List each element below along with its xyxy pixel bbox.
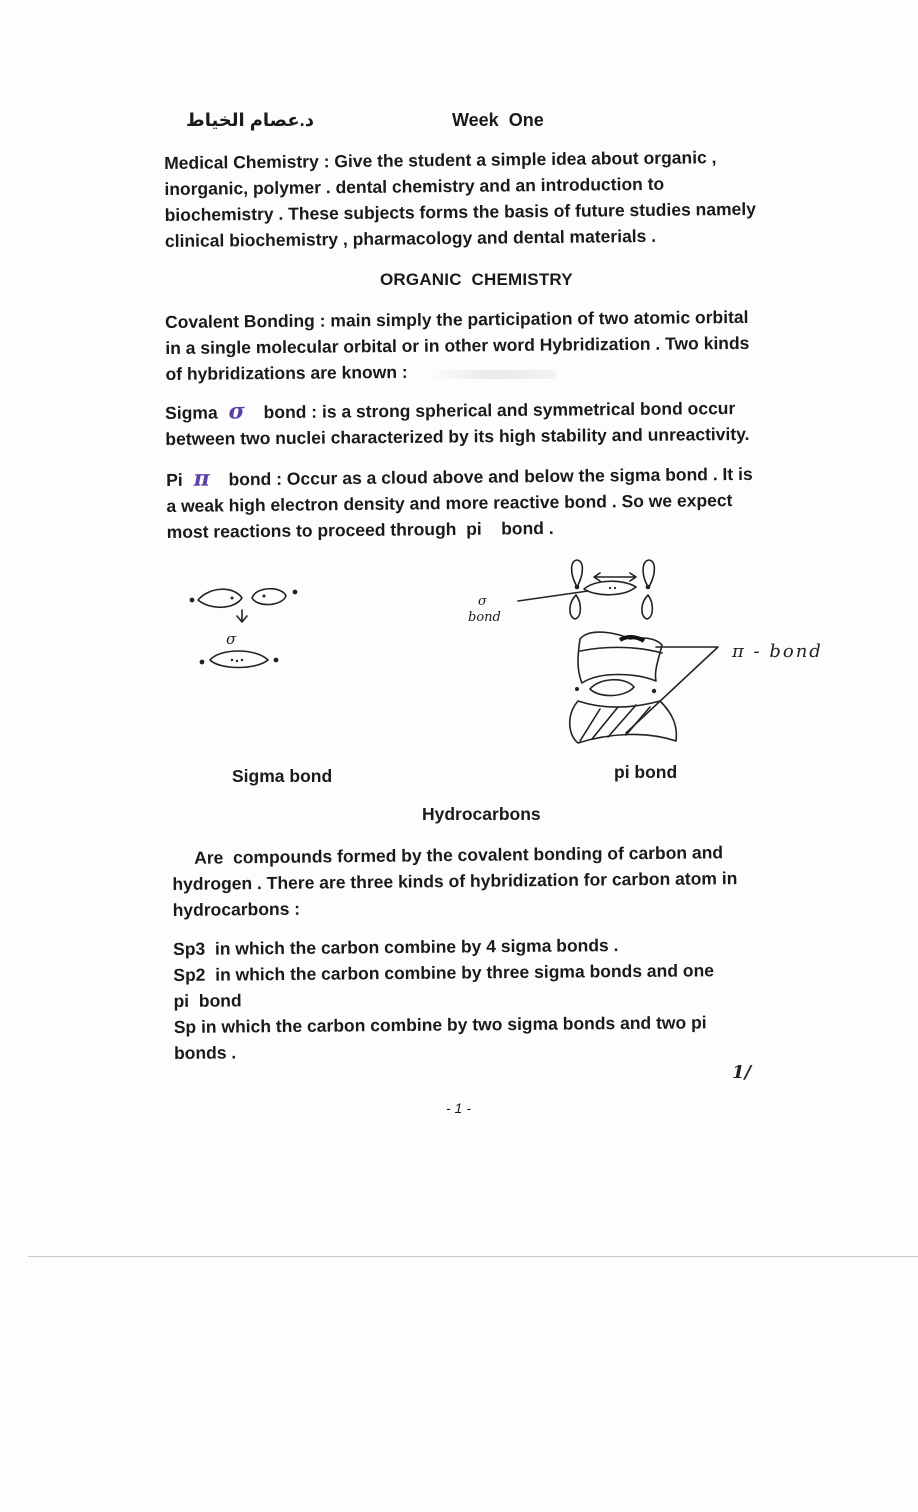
pi-line: most reactions to proceed through pi bond . (166, 517, 554, 542)
pi-hand-label: π - bond (732, 641, 823, 662)
intro-line: inorganic, polymer . dental chemistry and an introduction to (164, 173, 665, 199)
atomic-orbital (198, 589, 242, 607)
arrow-down-icon (237, 610, 247, 622)
sigma-hand-label-symbol: σ (478, 594, 487, 609)
nucleus-dot (575, 585, 580, 590)
pi-symbol: π (193, 465, 210, 492)
section-title: ORGANIC CHEMISTRY (380, 270, 573, 289)
nucleus-dot (293, 590, 298, 595)
sigma-definition: bond : is a strong spherical and symmetrical bond occur (263, 398, 736, 423)
pi-cloud-shading (620, 637, 644, 641)
intro-line: clinical biochemistry , pharmacology and dental materials . (164, 225, 657, 251)
nucleus-dot (646, 585, 651, 590)
pointer-line (626, 647, 718, 733)
pi-definition: bond : Occur as a cloud above and below the sigma bond . It is (228, 463, 753, 490)
covalent-line: in a single molecular orbital or in other word Hybridization . Two kinds (165, 332, 750, 358)
intro-paragraph (164, 144, 756, 254)
hybrid-line: Sp3 in which the carbon combine by 4 sigma bonds . (173, 935, 619, 959)
smudge-mark (428, 370, 556, 379)
nucleus-dot (231, 597, 234, 600)
electron-dot (231, 659, 233, 661)
hybrid-line: Sp2 in which the carbon combine by three sigma bonds and one (173, 960, 715, 985)
pi-paragraph (166, 460, 753, 545)
nucleus-dot (274, 658, 279, 663)
sigma-symbol: σ (228, 398, 245, 425)
sigma-prefix: Sigma (165, 402, 218, 423)
pi-prefix: Pi (166, 469, 183, 490)
sigma-bond-caption: Sigma bond (232, 766, 333, 786)
page-edge-line (28, 1256, 918, 1257)
hydro-line: hydrogen . There are three kinds of hybridization for carbon atom in (172, 868, 738, 894)
covalent-line: of hybridizations are known : (165, 361, 408, 384)
covalent-line: Covalent Bonding : main simply the participation of two atomic orbital (165, 306, 749, 332)
double-arrow-icon (594, 573, 636, 581)
intro-line: Medical Chemistry : Give the student a simple idea about organic , (164, 147, 717, 173)
sigma-hand-label-word: bond (468, 610, 501, 625)
sigma-line: between two nuclei characterized by its high stability and unreactivity. (165, 423, 750, 449)
pi-bond-diagram (440, 555, 860, 755)
pi-cloud-lower (570, 701, 677, 743)
electron-dot (614, 587, 616, 589)
author-name: د.عصام الخياط (186, 110, 314, 130)
atomic-orbital (252, 589, 286, 605)
p-orbital-lobe (642, 595, 653, 619)
hydro-line: Are compounds formed by the covalent bonding of carbon and (194, 842, 724, 868)
intro-line: biochemistry . These subjects forms the basis of future studies namely (164, 198, 757, 225)
electron-dot (241, 659, 243, 661)
sigma-core (590, 680, 634, 696)
nucleus-dot (263, 595, 266, 598)
hydro-line: hydrocarbons : (172, 898, 301, 920)
hybrid-line: pi bond (173, 990, 242, 1011)
sigma-overlap-symbol: σ (226, 630, 237, 648)
nucleus-dot (575, 687, 579, 691)
hybrid-line: Sp in which the carbon combine by two sigma bonds and two pi (173, 1012, 707, 1037)
electron-dot (236, 660, 238, 662)
p-orbital-lobe (572, 560, 583, 585)
hybridization-list (173, 931, 715, 1066)
nucleus-dot (652, 689, 656, 693)
nucleus-dot (200, 660, 205, 665)
pi-line: a weak high electron density and more reactive bond . So we expect (166, 490, 733, 516)
corner-mark: 1/ (732, 1062, 752, 1083)
nucleus-dot (190, 598, 195, 603)
sigma-paragraph (165, 394, 750, 452)
pi-bond-caption: pi bond (614, 762, 678, 782)
hybrid-line: bonds . (173, 1042, 237, 1063)
pi-cloud-ridge (580, 647, 662, 653)
sigma-bond-diagram (180, 570, 320, 670)
p-orbital-lobe (643, 560, 654, 585)
p-orbital-lobe (570, 595, 581, 619)
week-title: Week One (452, 110, 544, 130)
sigma-molecular-orbital (210, 651, 268, 668)
hydrocarbons-title: Hydrocarbons (422, 804, 541, 824)
electron-dot (609, 587, 611, 589)
page-number: - 1 - (446, 1100, 471, 1116)
hydrocarbons-paragraph (172, 839, 738, 923)
